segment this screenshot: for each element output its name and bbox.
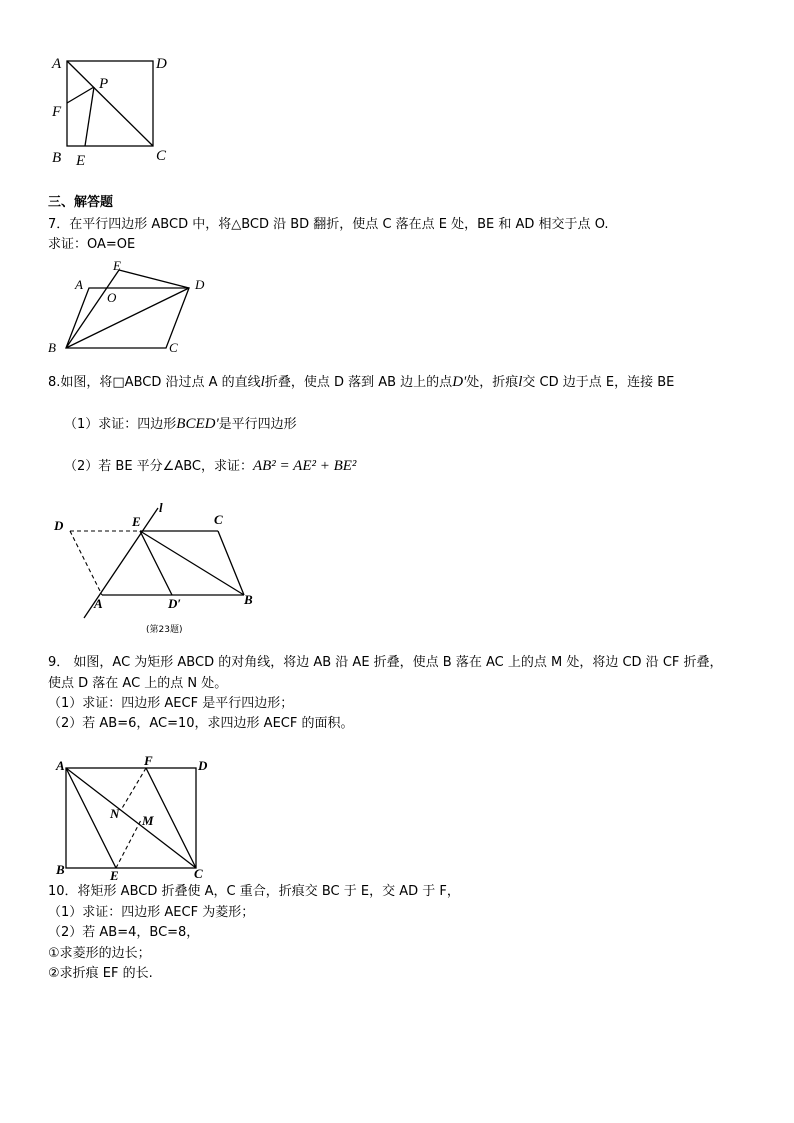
label-C: C bbox=[156, 148, 167, 164]
label-A: A bbox=[52, 56, 62, 72]
q9-label-A: A bbox=[56, 758, 65, 773]
q8-sub2-part1: （2）若 BE 平分∠ABC，求证： bbox=[64, 459, 253, 474]
label-F: F bbox=[52, 104, 62, 120]
q10-sub2: （2）若 AB=4，BC=8， bbox=[48, 925, 200, 940]
q8-intro-part1: 8.如图，将□ABCD 沿过点 A 的直线 bbox=[48, 375, 261, 390]
figure-q8 bbox=[48, 498, 268, 638]
q8-sub1-math: BCED' bbox=[176, 416, 219, 432]
q8-label-C: C bbox=[214, 512, 223, 527]
q9-line1: 9． 如图，AC 为矩形 ABCD 的对角线，将边 AB 沿 AE 折叠，使点 B 落在 AC 上的点 M 处，将边 CD 沿 CF 折叠， bbox=[48, 655, 723, 670]
q9-label-B: B bbox=[56, 862, 65, 877]
q7-label-D: D bbox=[195, 277, 205, 292]
q10-sub1: （1）求证：四边形 AECF 为菱形； bbox=[48, 905, 255, 920]
q10-item2: ②求折痕 EF 的长. bbox=[48, 966, 153, 981]
q8-sub1 bbox=[64, 416, 297, 433]
figure-q9 bbox=[48, 752, 218, 880]
q7-label-E: E bbox=[113, 258, 121, 273]
q8-sub1-part2: 是平行四边形 bbox=[218, 417, 297, 432]
q8-label-E: E bbox=[132, 514, 141, 529]
q8-sub2-math: AB² = AE² + BE² bbox=[252, 458, 357, 474]
q9-label-F: F bbox=[144, 753, 153, 768]
q7-label-A: A bbox=[75, 277, 83, 292]
q8-point-var: D' bbox=[452, 374, 467, 390]
q8-sub2 bbox=[64, 458, 356, 475]
q8-label-B: B bbox=[244, 592, 253, 607]
q10-line1: 10．将矩形 ABCD 折叠使 A，C 重合，折痕交 BC 于 E，交 AD 于 F， bbox=[48, 884, 460, 899]
q8-sub1-part1: （1）求证：四边形 bbox=[64, 417, 177, 432]
q8-intro-part4: 交 CD 边于点 E，连接 BE bbox=[522, 375, 675, 390]
q9-label-M: M bbox=[142, 813, 154, 828]
q8-label-A: A bbox=[94, 596, 103, 611]
label-B: B bbox=[52, 150, 62, 166]
q7-label-O: O bbox=[107, 290, 117, 305]
q7-label-C: C bbox=[169, 340, 178, 355]
q8-intro-part3: 处，折痕 bbox=[466, 375, 519, 390]
q7-label-B: B bbox=[48, 340, 56, 355]
q8-caption: (第23题) bbox=[146, 625, 183, 635]
figure-q7 bbox=[44, 256, 224, 356]
label-D: D bbox=[156, 56, 167, 72]
q8-intro-part2: 折叠，使点 D 落到 AB 边上的点 bbox=[264, 375, 453, 390]
q9-sub2: （2）若 AB=6，AC=10，求四边形 AECF 的面积。 bbox=[48, 716, 354, 731]
q8-intro bbox=[48, 374, 674, 391]
q8-label-Dprime: D′ bbox=[168, 596, 182, 611]
label-E: E bbox=[76, 153, 86, 169]
q9-line2: 使点 D 落在 AC 上的点 N 处。 bbox=[48, 676, 228, 691]
q9-label-E: E bbox=[110, 868, 119, 880]
q9-label-C: C bbox=[194, 866, 203, 880]
q9-sub1: （1）求证：四边形 AECF 是平行四边形； bbox=[48, 696, 294, 711]
q7-text: 7．在平行四边形 ABCD 中，将△BCD 沿 BD 翻折，使点 C 落在点 E 处，BE 和 AD 相交于点 O. bbox=[48, 217, 609, 232]
section-heading: 三、解答题 bbox=[48, 195, 114, 210]
q9-label-N: N bbox=[110, 806, 120, 821]
q10-item1: ①求菱形的边长； bbox=[48, 946, 151, 961]
q8-label-D: D bbox=[54, 518, 64, 533]
q8-line-var: l bbox=[260, 374, 265, 390]
q7-prove: 求证：OA=OE bbox=[48, 237, 136, 252]
label-P: P bbox=[99, 76, 109, 92]
q8-label-l: l bbox=[159, 500, 163, 515]
q8-line-var-2: l bbox=[518, 374, 523, 390]
figure-q6 bbox=[44, 50, 179, 175]
q9-label-D: D bbox=[198, 758, 208, 773]
